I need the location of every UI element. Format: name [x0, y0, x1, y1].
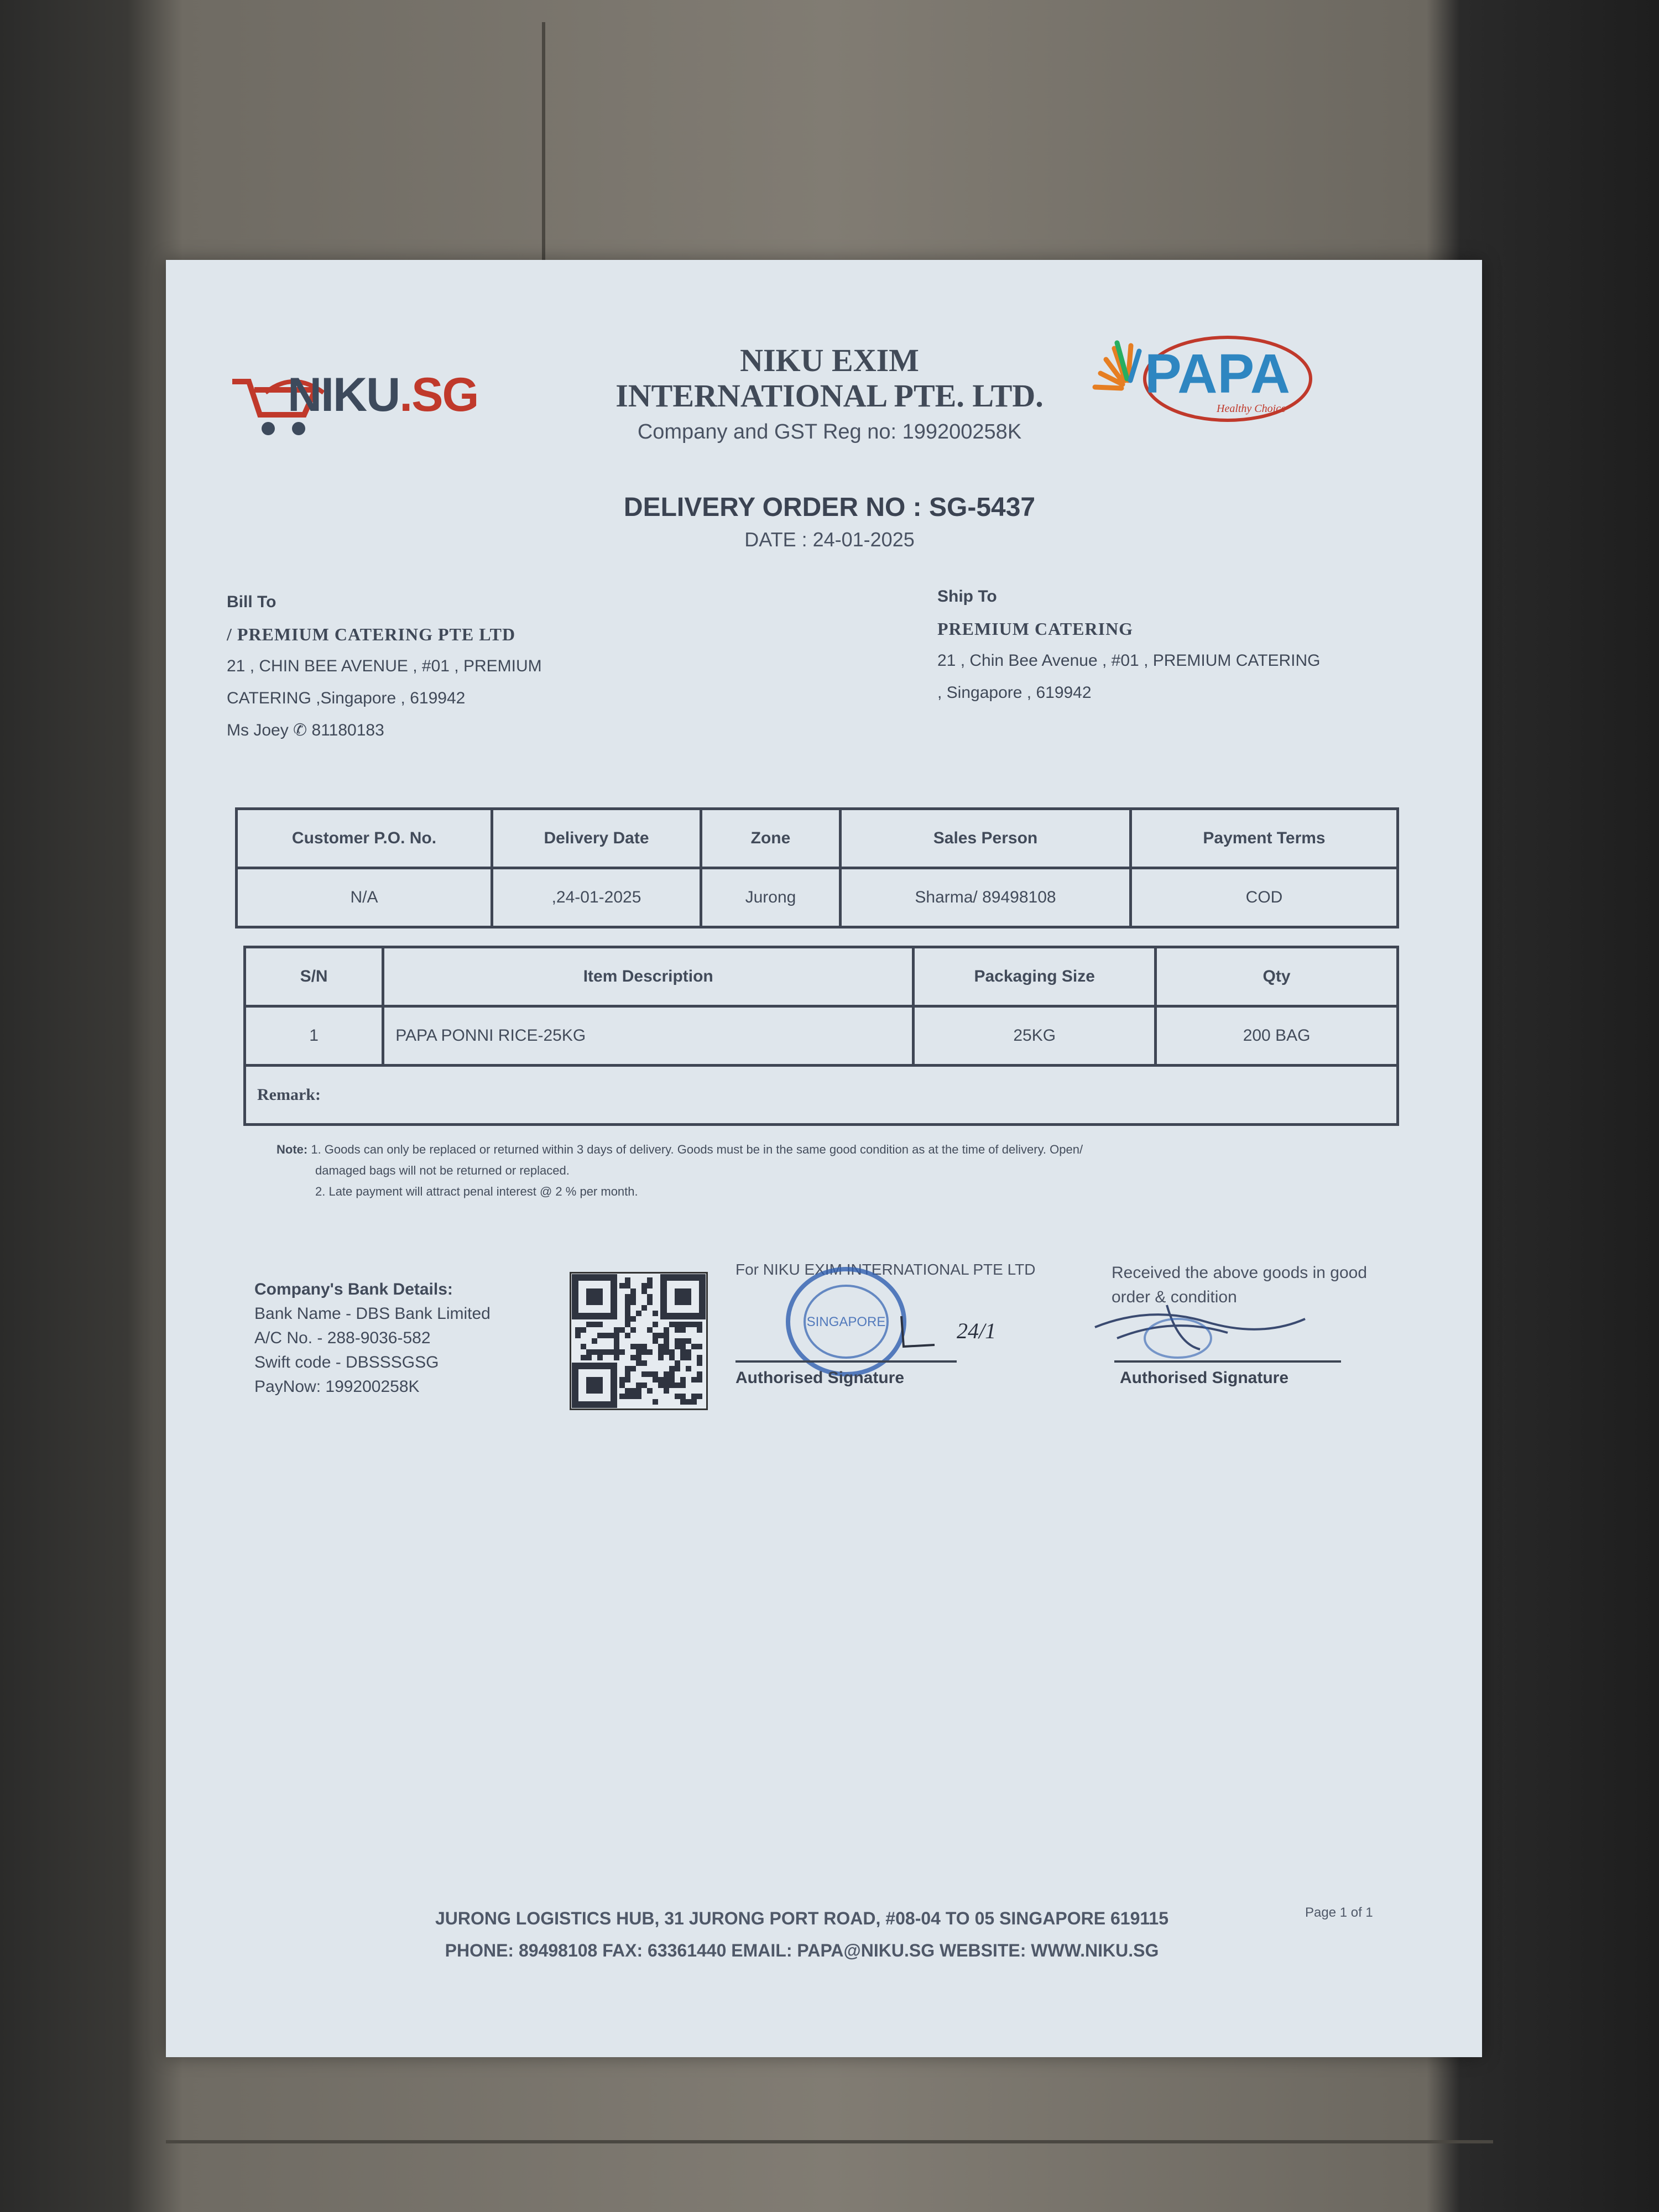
table-row: [245, 1006, 1398, 1066]
stamp-text: SINGAPORE: [806, 1314, 886, 1329]
contact-name: Ms Joey: [227, 721, 289, 739]
items-table: [243, 946, 1399, 1126]
bank-details-heading: Company's Bank Details:: [254, 1280, 453, 1298]
bank-details: [254, 1277, 564, 1399]
bill-to-block: [227, 586, 669, 747]
company-name-line2: INTERNATIONAL PTE. LTD.: [615, 378, 1044, 414]
header-sales-person: Sales Person: [841, 809, 1131, 868]
papa-logo-icon: [1084, 321, 1316, 431]
ship-to-block: [937, 581, 1435, 709]
header-item-description: Item Description: [383, 947, 914, 1006]
handwritten-signature-right: [1084, 1294, 1322, 1360]
received-goods-text: Received the above goods in good order & condition: [1112, 1264, 1368, 1306]
floor-seam: [542, 22, 545, 288]
header-sn: S/N: [245, 947, 383, 1006]
delivery-order-title: DELIVERY ORDER NO : SG-5437: [623, 493, 1036, 522]
zone-value: Jurong: [701, 868, 841, 927]
bill-to-label: Bill To: [227, 593, 276, 611]
paynow-qr-code: [570, 1272, 708, 1410]
delivery-order-date: DATE : 24-01-2025: [744, 528, 915, 551]
remark-label: Remark:: [245, 1066, 1398, 1125]
signature-line-left: [735, 1360, 957, 1363]
header-qty: Qty: [1156, 947, 1398, 1006]
bank-account: A/C No. - 288-9036-582: [254, 1329, 431, 1347]
company-name-line1: NIKU EXIM: [740, 342, 919, 378]
ship-to-address-line2: , Singapore , 619942: [937, 684, 1092, 702]
header-packaging-size: Packaging Size: [914, 947, 1156, 1006]
floor-seam: [166, 2140, 1493, 2143]
page-number: Page 1 of 1: [1305, 1905, 1373, 1920]
item-packaging-size: 25KG: [914, 1006, 1156, 1066]
delivery-order-sheet: [166, 260, 1482, 2057]
papa-logo-text: PAPA: [1145, 343, 1290, 405]
notes-block: [276, 1139, 1355, 1202]
customer-po-value: N/A: [237, 868, 492, 927]
papa-logo-tagline: Healthy Choice: [1217, 403, 1286, 415]
item-qty: 200 BAG: [1156, 1006, 1398, 1066]
phone-icon: ✆: [293, 721, 312, 739]
bank-name: Bank Name - DBS Bank Limited: [254, 1305, 491, 1323]
footer-line1: JURONG LOGISTICS HUB, 31 JURONG PORT ROAD, #08-04 TO 05 SINGAPORE 619115: [435, 1908, 1168, 1928]
ship-to-name: PREMIUM CATERING: [937, 619, 1134, 639]
order-info-table: [235, 807, 1399, 928]
bill-to-contact: [227, 714, 669, 747]
header-customer-po: Customer P.O. No.: [237, 809, 492, 868]
company-name: [553, 343, 1106, 414]
header-zone: Zone: [701, 809, 841, 868]
handwritten-signature-left: [896, 1294, 1040, 1360]
for-company-label: For NIKU EXIM INTERNATIONAL PTE LTD: [735, 1261, 1036, 1278]
authorised-signature-right: Authorised Signature: [1120, 1369, 1289, 1387]
item-sn: 1: [245, 1006, 383, 1066]
bill-to-address-line1: 21 , CHIN BEE AVENUE , #01 , PREMIUM: [227, 657, 542, 675]
remark-row: [245, 1066, 1398, 1125]
note-line-1b: damaged bags will not be returned or replaced.: [315, 1164, 570, 1177]
footer-line2: PHONE: 89498108 FAX: 63361440 EMAIL: PAPA@NIKU.SG WEBSITE: WWW.NIKU.SG: [445, 1940, 1159, 1960]
ship-to-label: Ship To: [937, 587, 997, 606]
notes-label: Note:: [276, 1142, 308, 1156]
order-info-value-row: [237, 868, 1398, 927]
company-stamp: [780, 1255, 912, 1388]
bill-to-address-line2: CATERING ,Singapore , 619942: [227, 689, 466, 707]
delivery-date-value: ,24-01-2025: [492, 868, 701, 927]
footer-address: [332, 1902, 1272, 1966]
note-line-2: 2. Late payment will attract penal interest @ 2 % per month.: [315, 1185, 638, 1198]
ship-to-address-line1: 21 , Chin Bee Avenue , #01 , PREMIUM CATERING: [937, 651, 1321, 670]
niku-logo-text: NIKU.SG: [288, 368, 478, 421]
authorised-signature-left: Authorised Signature: [735, 1369, 905, 1387]
signature-line-right: [1114, 1360, 1341, 1363]
company-registration: Company and GST Reg no: 199200258K: [637, 420, 1022, 444]
contact-phone: 81180183: [311, 721, 384, 739]
bank-paynow: PayNow: 199200258K: [254, 1378, 420, 1396]
order-info-header-row: [237, 809, 1398, 868]
item-description: PAPA PONNI RICE-25KG: [383, 1006, 914, 1066]
bill-to-name: / PREMIUM CATERING PTE LTD: [227, 624, 516, 644]
items-header-row: [245, 947, 1398, 1006]
handwritten-date: 24/1: [957, 1318, 997, 1343]
bank-swift: Swift code - DBSSSGSG: [254, 1353, 439, 1371]
header-delivery-date: Delivery Date: [492, 809, 701, 868]
sales-person-value: Sharma/ 89498108: [841, 868, 1131, 927]
note-line-1: Note: 1. Goods can only be replaced or returned within 3 days of delivery. Goods must be in the same good condition as at the time of delivery. Open/: [276, 1142, 1083, 1156]
header-payment-terms: Payment Terms: [1131, 809, 1398, 868]
payment-terms-value: COD: [1131, 868, 1398, 927]
